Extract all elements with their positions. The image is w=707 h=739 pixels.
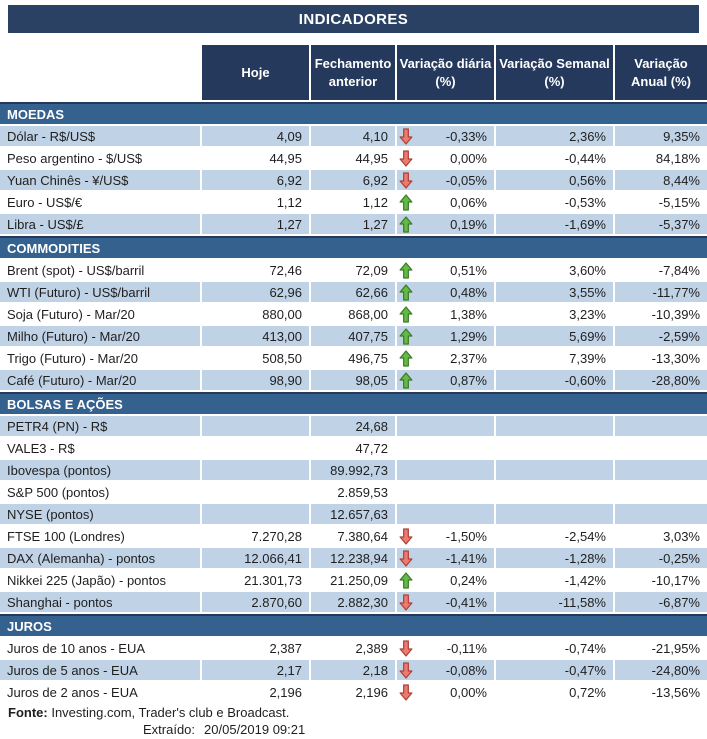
annual-variation-value: -5,37% [615, 214, 707, 234]
table-row [0, 438, 707, 458]
up-arrow-icon [399, 372, 413, 389]
table-row [0, 326, 707, 346]
row-label: FTSE 100 (Londres) [0, 526, 200, 546]
table-row [0, 526, 707, 546]
row-label: Brent (spot) - US$/barril [0, 260, 200, 280]
weekly-variation-value: 5,69% [496, 326, 613, 346]
weekly-variation-value: 3,55% [496, 282, 613, 302]
down-arrow-icon [399, 128, 413, 145]
today-value: 2,387 [202, 638, 309, 658]
today-value: 2,17 [202, 660, 309, 680]
weekly-variation-value: 2,36% [496, 126, 613, 146]
daily-variation-cell [397, 192, 494, 212]
daily-variation-cell [397, 416, 494, 436]
row-label: Milho (Futuro) - Mar/20 [0, 326, 200, 346]
daily-variation-value: 1,38% [450, 306, 487, 322]
annual-variation-value: -0,25% [615, 548, 707, 568]
row-label: NYSE (pontos) [0, 504, 200, 524]
annual-variation-value [615, 460, 707, 480]
row-label: Peso argentino - $/US$ [0, 148, 200, 168]
today-value: 98,90 [202, 370, 309, 390]
today-value: 44,95 [202, 148, 309, 168]
daily-variation-cell [397, 592, 494, 612]
daily-variation-cell [397, 348, 494, 368]
row-label: PETR4 (PN) - R$ [0, 416, 200, 436]
daily-variation-cell [397, 148, 494, 168]
daily-variation-cell [397, 260, 494, 280]
daily-variation-cell [397, 370, 494, 390]
daily-variation-value: -1,50% [445, 528, 487, 544]
daily-variation-value: 2,37% [450, 350, 487, 366]
annual-variation-value: -10,39% [615, 304, 707, 324]
extracted-value: 20/05/2019 09:21 [204, 722, 306, 738]
previous-close-value: 62,66 [311, 282, 395, 302]
daily-variation-cell [397, 570, 494, 590]
table-row [0, 192, 707, 212]
annual-variation-value: -21,95% [615, 638, 707, 658]
weekly-variation-value: 0,56% [496, 170, 613, 190]
weekly-variation-value: -1,69% [496, 214, 613, 234]
row-label: Nikkei 225 (Japão) - pontos [0, 570, 200, 590]
table-row [0, 348, 707, 368]
previous-close-value: 2,18 [311, 660, 395, 680]
annual-variation-value: 9,35% [615, 126, 707, 146]
down-arrow-icon [399, 684, 413, 701]
today-value: 62,96 [202, 282, 309, 302]
previous-close-value: 868,00 [311, 304, 395, 324]
page-title: INDICADORES [8, 5, 699, 33]
daily-variation-value: -0,11% [446, 640, 487, 656]
row-label: Libra - US$/£ [0, 214, 200, 234]
daily-variation-cell [397, 660, 494, 680]
weekly-variation-value [496, 438, 613, 458]
today-value: 2,196 [202, 682, 309, 702]
section-header-juros: JUROS [0, 614, 707, 636]
annual-variation-value [615, 482, 707, 502]
daily-variation-value: 0,00% [450, 684, 487, 700]
today-value: 508,50 [202, 348, 309, 368]
previous-close-value: 6,92 [311, 170, 395, 190]
row-label: Juros de 10 anos - EUA [0, 638, 200, 658]
daily-variation-value: 0,19% [450, 216, 487, 232]
daily-variation-value: -1,41% [445, 550, 487, 566]
annual-variation-value: -5,15% [615, 192, 707, 212]
table-row [0, 660, 707, 680]
annual-variation-value [615, 416, 707, 436]
today-value: 413,00 [202, 326, 309, 346]
table-row [0, 304, 707, 324]
weekly-variation-value: -0,44% [496, 148, 613, 168]
annual-variation-value: -11,77% [615, 282, 707, 302]
row-label: Euro - US$/€ [0, 192, 200, 212]
row-label: Juros de 5 anos - EUA [0, 660, 200, 680]
annual-variation-value: -24,80% [615, 660, 707, 680]
table-row [0, 638, 707, 658]
weekly-variation-value: 7,39% [496, 348, 613, 368]
daily-variation-cell [397, 682, 494, 702]
previous-close-value: 72,09 [311, 260, 395, 280]
header-spacer [0, 45, 200, 100]
daily-variation-cell [397, 304, 494, 324]
daily-variation-cell [397, 282, 494, 302]
up-arrow-icon [399, 306, 413, 323]
daily-variation-cell [397, 126, 494, 146]
up-arrow-icon [399, 262, 413, 279]
row-label: Café (Futuro) - Mar/20 [0, 370, 200, 390]
weekly-variation-value: -2,54% [496, 526, 613, 546]
previous-close-value: 1,27 [311, 214, 395, 234]
weekly-variation-value: 3,23% [496, 304, 613, 324]
daily-variation-value: 0,48% [450, 284, 487, 300]
up-arrow-icon [399, 194, 413, 211]
table-row [0, 282, 707, 302]
row-label: Juros de 2 anos - EUA [0, 682, 200, 702]
row-label: DAX (Alemanha) - pontos [0, 548, 200, 568]
daily-variation-cell [397, 170, 494, 190]
today-value: 72,46 [202, 260, 309, 280]
previous-close-value: 21.250,09 [311, 570, 395, 590]
section-header-bolsas-e-a-es: BOLSAS E AÇÕES [0, 392, 707, 414]
today-value [202, 460, 309, 480]
daily-variation-cell [397, 504, 494, 524]
today-value: 12.066,41 [202, 548, 309, 568]
annual-variation-value: 8,44% [615, 170, 707, 190]
row-label: S&P 500 (pontos) [0, 482, 200, 502]
down-arrow-icon [399, 662, 413, 679]
previous-close-value: 2,389 [311, 638, 395, 658]
daily-variation-value: -0,33% [445, 128, 487, 144]
weekly-variation-value: 0,72% [496, 682, 613, 702]
annual-variation-value: -6,87% [615, 592, 707, 612]
today-value: 1,12 [202, 192, 309, 212]
today-value: 880,00 [202, 304, 309, 324]
daily-variation-value: 0,51% [450, 262, 487, 278]
down-arrow-icon [399, 528, 413, 545]
table-row [0, 504, 707, 524]
weekly-variation-value: -11,58% [496, 592, 613, 612]
up-arrow-icon [399, 216, 413, 233]
source-text: Investing.com, Trader's club e Broadcast. [51, 705, 290, 720]
table-row [0, 170, 707, 190]
weekly-variation-value: -0,47% [496, 660, 613, 680]
down-arrow-icon [399, 594, 413, 611]
up-arrow-icon [399, 572, 413, 589]
down-arrow-icon [399, 640, 413, 657]
annual-variation-value: -28,80% [615, 370, 707, 390]
table-row [0, 370, 707, 390]
source-line [8, 705, 707, 721]
column-header-fechamento: Fechamento anterior [311, 45, 395, 100]
previous-close-value: 24,68 [311, 416, 395, 436]
section-header-commodities: COMMODITIES [0, 236, 707, 258]
down-arrow-icon [399, 550, 413, 567]
previous-close-value: 496,75 [311, 348, 395, 368]
weekly-variation-value [496, 416, 613, 436]
column-header-hoje: Hoje [202, 45, 309, 100]
today-value [202, 438, 309, 458]
daily-variation-cell [397, 526, 494, 546]
previous-close-value: 4,10 [311, 126, 395, 146]
row-label: Trigo (Futuro) - Mar/20 [0, 348, 200, 368]
daily-variation-cell [397, 460, 494, 480]
today-value: 21.301,73 [202, 570, 309, 590]
annual-variation-value: -13,30% [615, 348, 707, 368]
daily-variation-value: 1,29% [450, 328, 487, 344]
previous-close-value: 98,05 [311, 370, 395, 390]
today-value: 2.870,60 [202, 592, 309, 612]
annual-variation-value: -13,56% [615, 682, 707, 702]
weekly-variation-value: -0,74% [496, 638, 613, 658]
weekly-variation-value [496, 460, 613, 480]
previous-close-value: 44,95 [311, 148, 395, 168]
table-row [0, 148, 707, 168]
row-label: VALE3 - R$ [0, 438, 200, 458]
table-row [0, 592, 707, 612]
daily-variation-cell [397, 638, 494, 658]
weekly-variation-value: 3,60% [496, 260, 613, 280]
table-row [0, 260, 707, 280]
row-label: WTI (Futuro) - US$/barril [0, 282, 200, 302]
up-arrow-icon [399, 350, 413, 367]
table-row [0, 416, 707, 436]
column-headers [0, 45, 707, 100]
column-header-variacao-diaria: Variação diária (%) [397, 45, 494, 100]
down-arrow-icon [399, 172, 413, 189]
down-arrow-icon [399, 150, 413, 167]
indicators-table [0, 102, 707, 702]
up-arrow-icon [399, 284, 413, 301]
previous-close-value: 2.859,53 [311, 482, 395, 502]
annual-variation-value: -2,59% [615, 326, 707, 346]
row-label: Soja (Futuro) - Mar/20 [0, 304, 200, 324]
previous-close-value: 407,75 [311, 326, 395, 346]
annual-variation-value: 3,03% [615, 526, 707, 546]
previous-close-value: 1,12 [311, 192, 395, 212]
weekly-variation-value: -1,28% [496, 548, 613, 568]
today-value [202, 504, 309, 524]
daily-variation-value: -0,05% [445, 172, 487, 188]
table-row [0, 570, 707, 590]
row-label: Yuan Chinês - ¥/US$ [0, 170, 200, 190]
extracted-label: Extraído: [143, 722, 196, 738]
annual-variation-value [615, 438, 707, 458]
today-value [202, 416, 309, 436]
annual-variation-value: -7,84% [615, 260, 707, 280]
section-header-moedas: MOEDAS [0, 102, 707, 124]
extracted-line [8, 722, 707, 738]
annual-variation-value: 84,18% [615, 148, 707, 168]
daily-variation-value: 0,87% [450, 372, 487, 388]
today-value: 7.270,28 [202, 526, 309, 546]
today-value [202, 482, 309, 502]
today-value: 6,92 [202, 170, 309, 190]
daily-variation-cell [397, 548, 494, 568]
weekly-variation-value [496, 482, 613, 502]
weekly-variation-value [496, 504, 613, 524]
daily-variation-value: 0,00% [450, 150, 487, 166]
table-row [0, 214, 707, 234]
daily-variation-cell [397, 482, 494, 502]
weekly-variation-value: -0,53% [496, 192, 613, 212]
column-header-variacao-semanal: Variação Semanal (%) [496, 45, 613, 100]
table-row [0, 460, 707, 480]
weekly-variation-value: -1,42% [496, 570, 613, 590]
table-row [0, 482, 707, 502]
previous-close-value: 2,196 [311, 682, 395, 702]
previous-close-value: 47,72 [311, 438, 395, 458]
footer [0, 705, 707, 739]
weekly-variation-value: -0,60% [496, 370, 613, 390]
daily-variation-cell [397, 438, 494, 458]
table-row [0, 682, 707, 702]
daily-variation-cell [397, 326, 494, 346]
column-header-variacao-anual: Variação Anual (%) [615, 45, 707, 100]
up-arrow-icon [399, 328, 413, 345]
daily-variation-cell [397, 214, 494, 234]
annual-variation-value: -10,17% [615, 570, 707, 590]
row-label: Dólar - R$/US$ [0, 126, 200, 146]
previous-close-value: 2.882,30 [311, 592, 395, 612]
source-label: Fonte: [8, 705, 48, 720]
annual-variation-value [615, 504, 707, 524]
row-label: Ibovespa (pontos) [0, 460, 200, 480]
table-row [0, 548, 707, 568]
previous-close-value: 7.380,64 [311, 526, 395, 546]
row-label: Shanghai - pontos [0, 592, 200, 612]
previous-close-value: 12.657,63 [311, 504, 395, 524]
daily-variation-value: 0,24% [450, 572, 487, 588]
today-value: 4,09 [202, 126, 309, 146]
previous-close-value: 12.238,94 [311, 548, 395, 568]
daily-variation-value: -0,08% [445, 662, 487, 678]
today-value: 1,27 [202, 214, 309, 234]
previous-close-value: 89.992,73 [311, 460, 395, 480]
daily-variation-value: -0,41% [445, 594, 487, 610]
table-row [0, 126, 707, 146]
daily-variation-value: 0,06% [450, 194, 487, 210]
